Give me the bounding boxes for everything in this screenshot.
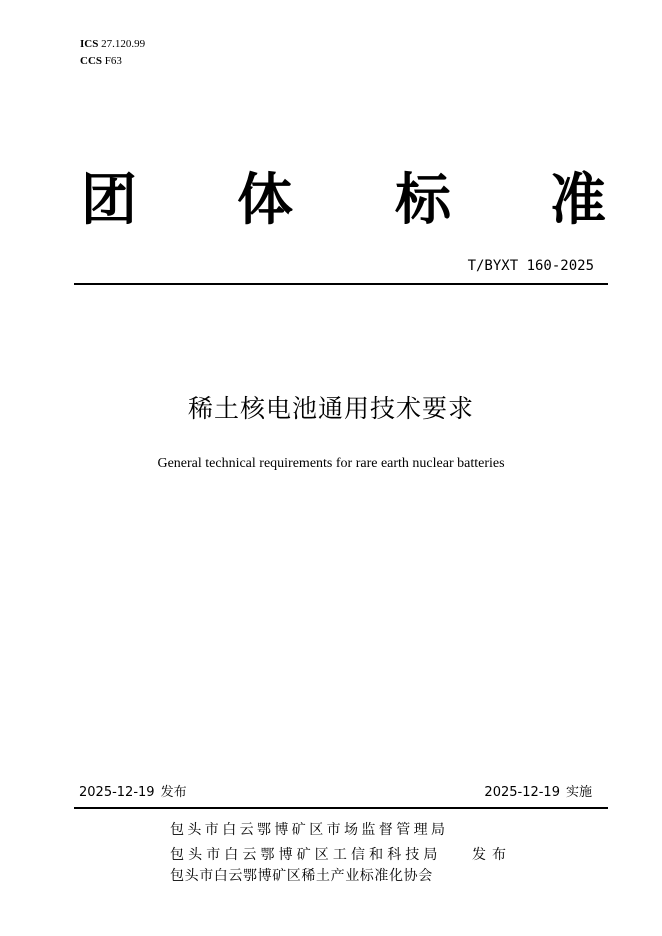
publisher-1: 包头市白云鄂博矿区市场监督管理局 xyxy=(170,822,449,838)
standard-number: T/BYXT 160-2025 xyxy=(467,258,594,274)
ccs-value: F63 xyxy=(104,55,122,67)
ccs-label: CCS xyxy=(80,55,103,67)
title-english: General technical requirements for rare earth nuclear batteries xyxy=(157,456,505,471)
implementation-label: 实施 xyxy=(565,785,592,800)
category-char-3: 标 xyxy=(395,168,451,233)
publish-label: 发布 xyxy=(472,847,512,863)
ics-value: 27.120.99 xyxy=(101,38,146,50)
ics-label: ICS xyxy=(80,38,99,50)
category-char-2: 体 xyxy=(237,168,293,233)
ics-code xyxy=(80,37,145,51)
implementation-date-line xyxy=(484,784,592,802)
bottom-divider xyxy=(74,807,608,809)
ccs-code xyxy=(80,54,122,68)
publisher-3: 包头市白云鄂博矿区稀土产业标准化协会 xyxy=(170,868,433,884)
category-char-1: 团 xyxy=(81,168,137,233)
issue-date-line xyxy=(79,784,187,802)
top-divider xyxy=(74,283,608,285)
title-chinese: 稀土核电池通用技术要求 xyxy=(187,394,474,423)
implementation-date: 2025-12-19 xyxy=(484,785,560,800)
publisher-2: 包头市白云鄂博矿区工信和科技局 xyxy=(170,847,442,863)
issue-label: 发布 xyxy=(160,785,187,800)
category-char-4: 准 xyxy=(550,168,606,233)
issue-date: 2025-12-19 xyxy=(79,785,155,800)
